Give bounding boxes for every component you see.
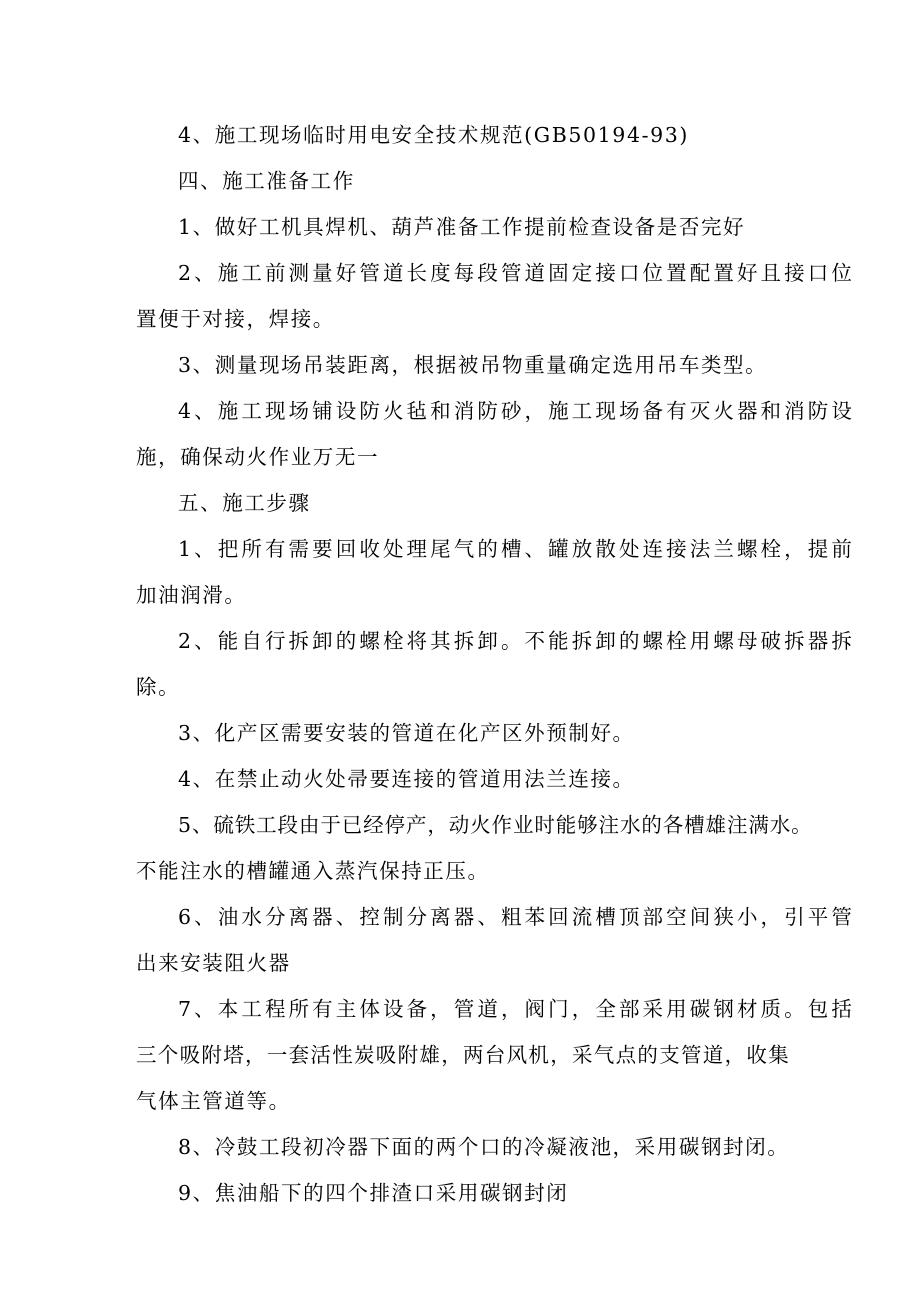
- text-line-prep-1: 1、做好工机具焊机、葫芦准备工作提前检查设备是否完好: [178, 215, 746, 239]
- text-line-prep-2a: 2、施工前测量好管道长度每段管道固定接口位置配置好且接口位: [178, 261, 855, 285]
- text-line-step-1a: 1、把所有需要回收处理尾气的槽、罐放散处连接法兰螺栓，提前: [178, 537, 855, 561]
- text-line-step-1b: 加油润滑。: [136, 583, 247, 607]
- text-line-step-5b: 不能注水的槽罐通入蒸汽保持正压。: [136, 859, 490, 883]
- text-line-standard-ref: 4、施工现场临时用电安全技术规范(GB50194-93): [178, 123, 690, 147]
- text-line-step-7b: 三个吸附塔，一套活性炭吸附雄，两台风机，采气点的支管道，收集: [136, 1043, 790, 1067]
- text-line-step-6a: 6、油水分离器、控制分离器、粗苯回流槽顶部空间狭小，引平管: [178, 905, 855, 929]
- text-line-step-7a: 7、本工程所有主体设备，管道，阀门，全部采用碳钢材质。包括: [178, 997, 855, 1021]
- text-line-step-9: 9、焦油船下的四个排渣口采用碳钢封闭: [178, 1181, 569, 1205]
- text-line-prep-4b: 施，确保动火作业万无一: [136, 445, 380, 469]
- text-line-step-8: 8、冷鼓工段初冷器下面的两个口的冷凝液池，采用碳钢封闭。: [178, 1135, 790, 1159]
- text-line-step-2b: 除。: [136, 675, 181, 699]
- text-line-prep-2b: 置便于对接，焊接。: [136, 307, 335, 331]
- text-line-step-2a: 2、能自行拆卸的螺栓将其拆卸。不能拆卸的螺栓用螺母破拆器拆: [178, 629, 855, 653]
- text-line-step-7c: 气体主管道等。: [136, 1089, 291, 1113]
- section-heading-steps: 五、施工步骤: [178, 491, 311, 515]
- text-line-step-5a: 5、硫铁工段由于已经停产，动火作业时能够注水的各槽雄注满水。: [178, 813, 813, 837]
- text-line-prep-4a: 4、施工现场铺设防火毡和消防砂，施工现场备有灭火器和消防设: [178, 399, 855, 423]
- text-line-step-4: 4、在禁止动火处帚要连接的管道用法兰连接。: [178, 767, 635, 791]
- text-line-step-6b: 出来安装阻火器: [136, 951, 291, 975]
- section-heading-preparation: 四、施工准备工作: [178, 169, 355, 193]
- text-line-step-3: 3、化产区需要安装的管道在化产区外预制好。: [178, 721, 635, 745]
- text-line-prep-3: 3、测量现场吊装距离，根据被吊物重量确定选用吊车类型。: [178, 353, 768, 377]
